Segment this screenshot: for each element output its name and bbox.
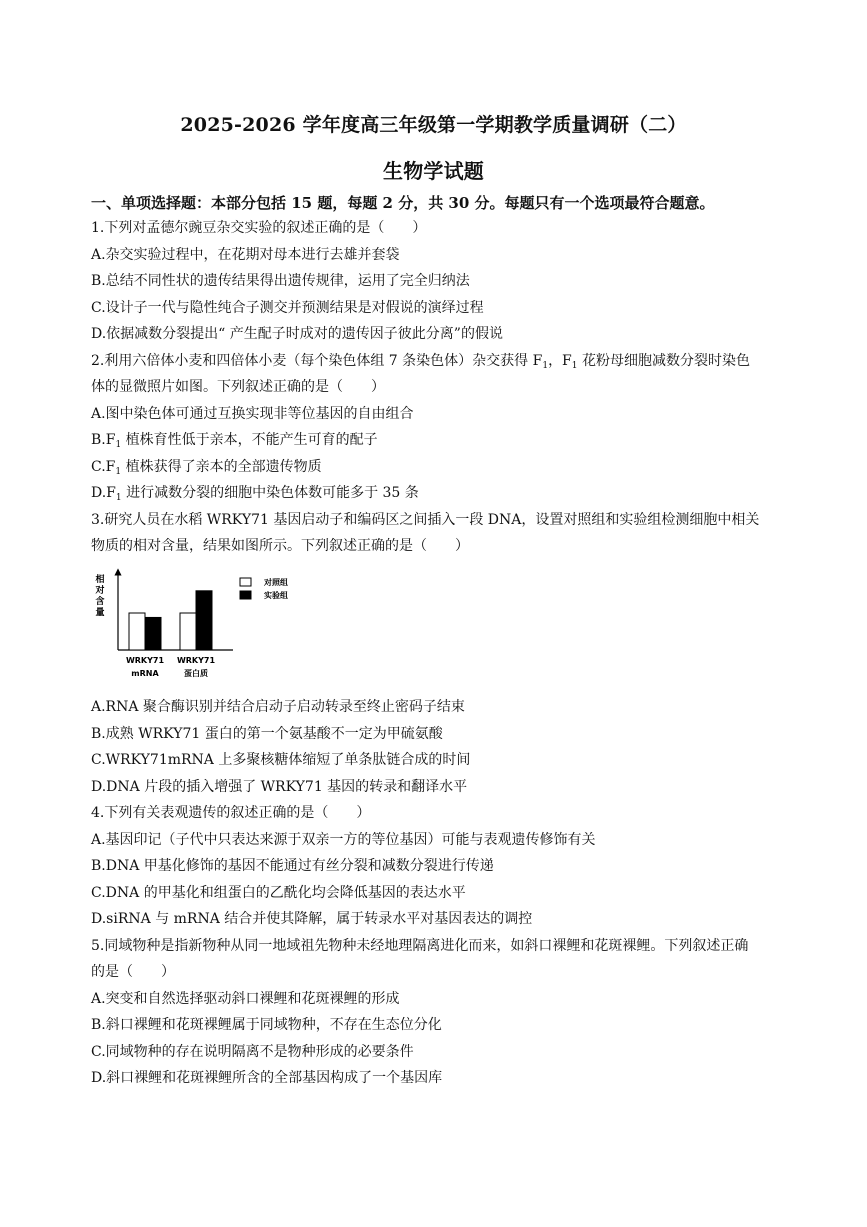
y-label-char: 对 <box>95 586 105 596</box>
subscript-1: 1 <box>115 467 122 477</box>
q1-option-c: C.设计子一代与隐性纯合子测交并预测结果是对假说的演绎过程 <box>91 300 484 316</box>
legend-label: 实验组 <box>264 591 288 600</box>
q5-stem-line2: 的是（ ） <box>91 964 175 980</box>
q2-option-a: A.图中染色体可通过互换实现非等位基因的自由组合 <box>91 406 414 422</box>
q5-option-b: B.斜口裸鲤和花斑裸鲤属于同域物种，不存在生态位分化 <box>91 1017 442 1033</box>
q2-option-b <box>91 431 791 449</box>
q2-b-part: B.F <box>91 432 116 448</box>
q2-b-part: 植株育性低于亲本，不能产生可育的配子 <box>121 432 378 448</box>
y-label-char: 量 <box>95 608 105 618</box>
q2-c-part: 植株获得了亲本的全部遗传物质 <box>121 459 322 475</box>
page-title: 2025-2026 学年度高三年级第一学期教学质量调研（二） <box>180 114 687 136</box>
q3-option-c: C.WRKY71mRNA 上多聚核糖体缩短了单条肽链合成的时间 <box>91 752 471 768</box>
q2-stem-part: ，F <box>548 353 572 369</box>
q3-option-b: B.成熟 WRKY71 蛋白的第一个氨基酸不一定为甲硫氨酸 <box>91 726 443 742</box>
q5-option-a: A.突变和自然选择驱动斜口裸鲤和花斑裸鲤的形成 <box>91 991 400 1007</box>
x-tick-label: mRNA <box>131 669 159 678</box>
x-tick-label: WRKY71 <box>125 656 165 665</box>
q2-option-c <box>91 458 791 476</box>
x-tick-label: 蛋白质 <box>184 669 208 678</box>
section-heading: 一、单项选择题：本部分包括 15 题，每题 2 分，共 30 分。每题只有一个选项最符合题意。 <box>91 194 715 212</box>
legend-swatch <box>240 578 251 586</box>
q5-option-c: C.同域物种的存在说明隔离不是物种形成的必要条件 <box>91 1044 414 1060</box>
bars <box>129 591 212 650</box>
q2-c-part: C.F <box>91 459 116 475</box>
x-tick-labels <box>126 656 216 678</box>
bar-experiment <box>196 591 212 650</box>
q4-option-b: B.DNA 甲基化修饰的基因不能通过有丝分裂和减数分裂进行传递 <box>91 858 494 874</box>
bar-control <box>129 613 145 650</box>
q2-d-part: 进行减数分裂的细胞中染色体数可能多于 35 条 <box>121 485 419 501</box>
q4-option-d: D.siRNA 与 mRNA 结合并使其降解，属于转录水平对基因表达的调控 <box>91 911 533 927</box>
x-tick-label: WRKY71 <box>176 656 216 665</box>
y-axis-label <box>94 573 104 618</box>
q5-option-d: D.斜口裸鲤和花斑裸鲤所含的全部基因构成了一个基因库 <box>91 1070 443 1086</box>
legend-label: 对照组 <box>264 578 288 587</box>
bar-chart-svg <box>88 566 318 686</box>
q2-d-part: D.F <box>91 485 116 501</box>
subscript-1: 1 <box>542 361 549 371</box>
q1-stem: 1.下列对孟德尔豌豆杂交实验的叙述正确的是（ ） <box>91 220 427 236</box>
bar-control <box>180 613 196 650</box>
subscript-1: 1 <box>115 440 122 450</box>
subscript-1: 1 <box>115 493 122 503</box>
q4-option-c: C.DNA 的甲基化和组蛋白的乙酰化均会降低基因的表达水平 <box>91 885 466 901</box>
q1-option-a: A.杂交实验过程中，在花期对母本进行去雄并套袋 <box>91 247 400 263</box>
legend <box>240 577 288 600</box>
q2-stem-line1 <box>91 352 791 370</box>
y-label-char: 含 <box>95 597 105 607</box>
q3-option-d: D.DNA 片段的插入增强了 WRKY71 基因的转录和翻译水平 <box>91 779 468 795</box>
q5-stem-line1: 5.同域物种是指新物种从同一地域祖先物种未经地理隔离进化而来，如斜口裸鲤和花斑裸鲤。下列叙述正确 <box>91 938 749 954</box>
q3-stem-line2: 物质的相对含量，结果如图所示。下列叙述正确的是（ ） <box>91 538 469 554</box>
page-subtitle: 生物学试题 <box>383 159 484 183</box>
q2-stem-line2: 体的显微照片如图。下列叙述正确的是（ ） <box>91 379 385 395</box>
q4-option-a: A.基因印记（子代中只表达来源于双亲一方的等位基因）可能与表观遗传修饰有关 <box>91 832 596 848</box>
y-label-char: 相 <box>95 575 105 585</box>
legend-swatch <box>240 591 251 599</box>
q1-option-d: D.依据减数分裂提出“ 产生配子时成对的遗传因子彼此分离”的假说 <box>91 326 503 342</box>
q3-option-a: A.RNA 聚合酶识别并结合启动子启动转录至终止密码子结束 <box>91 699 465 715</box>
q1-option-b: B.总结不同性状的遗传结果得出遗传规律，运用了完全归纳法 <box>91 273 470 289</box>
q2-stem-part: 花粉母细胞减数分裂时染色 <box>577 353 750 369</box>
subscript-1: 1 <box>571 361 578 371</box>
q2-option-d <box>91 484 791 502</box>
q2-stem-part: 2.利用六倍体小麦和四倍体小麦（每个染色体组 7 条染色体）杂交获得 F <box>91 353 543 369</box>
q3-stem-line1: 3.研究人员在水稻 WRKY71 基因启动子和编码区之间插入一段 DNA，设置对照组和实验组检测细胞中相关 <box>91 512 760 528</box>
bar-experiment <box>145 617 161 650</box>
q3-bar-chart <box>88 566 318 686</box>
q4-stem: 4.下列有关表观遗传的叙述正确的是（ ） <box>91 805 371 821</box>
